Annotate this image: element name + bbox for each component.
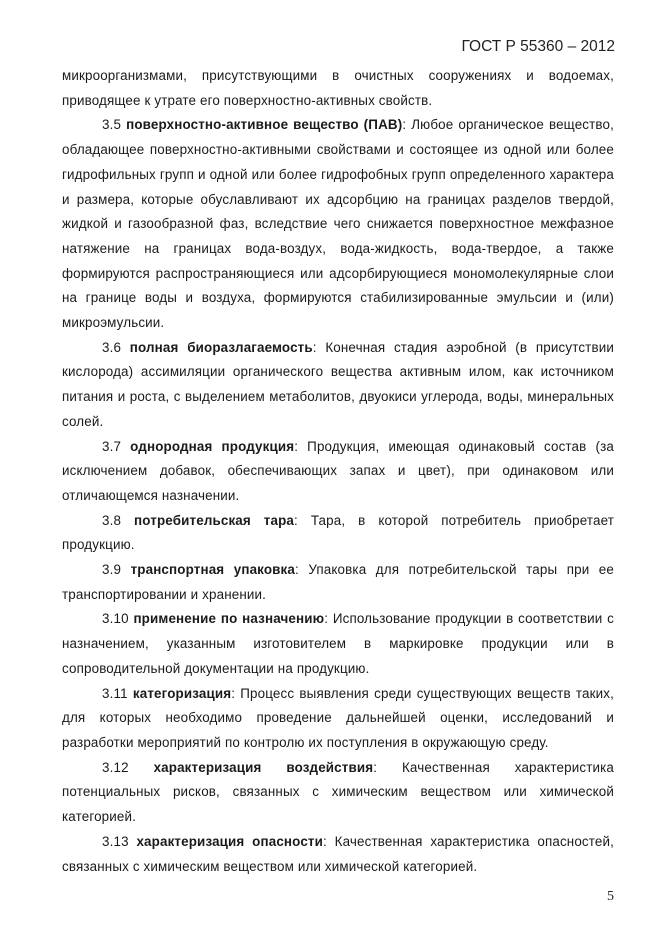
definition-3-13: [62, 830, 614, 879]
definition-text: : Упаковка для потребительской тары при ее транспортировании и хранении.: [62, 562, 615, 602]
definition-term: полная биоразлагаемость: [129, 339, 313, 355]
definition-term: применение по назначению: [133, 611, 325, 627]
page-number: 5: [607, 889, 614, 904]
definition-term: однородная продукция: [130, 438, 295, 454]
definition-term: категоризация: [132, 685, 232, 701]
definition-3-8: [62, 509, 614, 558]
definition-3-6: [62, 336, 614, 435]
definition-3-10: [62, 607, 614, 681]
definition-term: характеризация опасности: [136, 833, 324, 849]
definition-term: характеризация воздействия: [153, 759, 374, 775]
definition-number: 3.7: [102, 438, 122, 454]
definition-number: 3.9: [102, 562, 122, 578]
definition-term: потребительская тара: [134, 512, 295, 528]
definition-3-12: [62, 756, 614, 830]
document-body: [62, 64, 614, 879]
intro-paragraph: микроорганизмами, присутствующими в очистных сооружениях и водоемах, приводящее к утрате его поверхностно-активных свойств.: [62, 68, 614, 108]
definition-text: : Процесс выявления среди существующих веществ таких, для которых необходимо проведение дальнейшей оценки, исследований и разработки мероприятий по контролю их поступления в окружающую среду.: [62, 685, 614, 750]
definition-number: 3.11: [102, 685, 128, 701]
definition-number: 3.12: [102, 759, 129, 775]
definition-number: 3.8: [102, 512, 122, 528]
document-header: ГОСТ Р 55360 – 2012: [461, 38, 615, 55]
definition-text: : Продукция, имеющая одинаковый состав (за исключением добавок, обеспечивающих запах и цвет), при одинаковом или отличающемся назначении.: [62, 438, 614, 503]
definition-term: поверхностно-активное вещество (ПАВ): [126, 117, 403, 133]
definition-3-11: [62, 682, 614, 756]
definition-3-5: [62, 113, 614, 335]
definition-text: : Тара, в которой потребитель приобретает продукцию.: [62, 512, 615, 553]
definition-number: 3.10: [102, 611, 129, 627]
definition-3-7: [62, 435, 614, 509]
definition-number: 3.5: [102, 117, 122, 133]
definition-text: : Использование продукции в соответствии с назначением, указанным изготовителем в маркировке продукции или в сопроводительной документации на продукцию.: [62, 611, 615, 676]
definition-number: 3.6: [102, 339, 122, 355]
definition-text: : Качественная характеристика опасностей, связанных с химическим веществом или химической категорией.: [62, 833, 615, 874]
definition-number: 3.13: [102, 833, 129, 849]
definition-text: : Любое органическое вещество, обладающее поверхностно-активными свойствами и состоящее из одной или более гидрофильных групп и одной или более гидрофобных групп определенного характера и размера, которые обуславливают их адсорбцию на границах разделов твердой, жидкой и газообразной фаз, вследствие чего снижается поверхностное межфазное натяжение на границах вода-воздух, вода-жидкость, вода-твердое, а также формируются распространяющиеся или адсорбирующиеся мономолекулярные слои на границе воды и воздуха, формируются стабилизированные эмульсии и (или) микроэмульсии.: [62, 117, 615, 331]
definition-text: : Качественная характеристика потенциальных рисков, связанных с химическим веществом или химической категорией.: [62, 759, 615, 825]
definition-term: транспортная упаковка: [130, 562, 295, 578]
definition-text: : Конечная стадия аэробной (в присутствии кислорода) ассимиляции органического вещества активным илом, как источником питания и роста, с выделением метаболитов, двуокиси углерода, воды, минеральных солей.: [62, 339, 614, 429]
definition-3-9: [62, 558, 614, 607]
